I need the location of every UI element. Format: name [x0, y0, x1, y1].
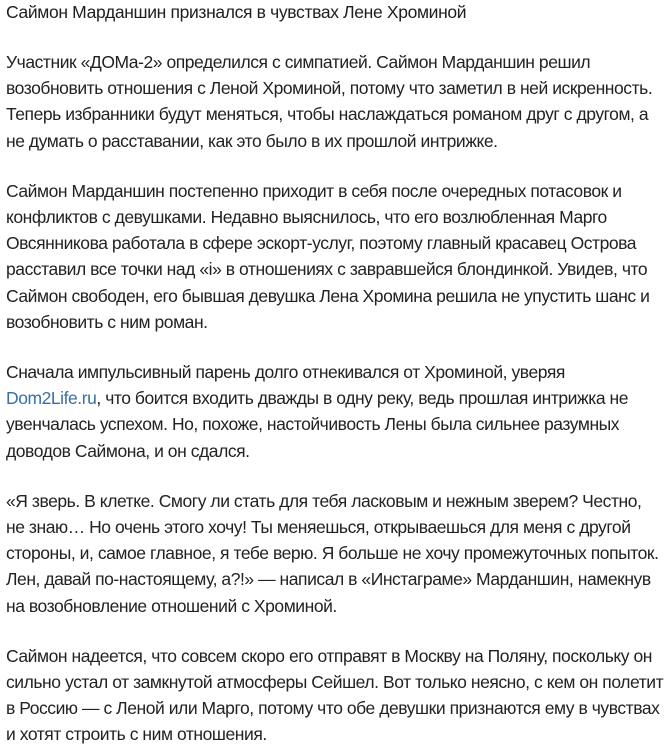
dom2life-link[interactable]: Dom2Life.ru	[6, 388, 97, 409]
article-paragraph-quote: «Я зверь. В клетке. Смогу ли стать для тебя ласковым и нежным зверем? Честно, не знаю… Но очень этого хочу! Ты меняешься, открываешься для меня с другой стороны, и, самое главное, я тебе верю. Я больше не хочу промежуточных попыток. Лен, давай по-настоящему, а?!» — написал в «Инстаграме» Марданшин, намекнув на возобновление отношений с Хроминой.	[6, 490, 659, 616]
paragraph-3-text-after-link: , что боится входить дважды в одну реку, ведь прошлая интрижка не увенчалась успехом. Но, похоже, настойчивость Лены была сильнее разумных доводов Саймона, и он сдался.	[6, 388, 629, 461]
article-paragraph-1: Участник «ДОМа-2» определился с симпатией. Саймон Марданшин решил возобновить отношения с Леной Хроминой, потому что заметил в ней искренность. Теперь избранники будут меняться, чтобы наслаждаться романом друг с другом, а не думать о расставании, как это было в их прошлой интрижке.	[6, 52, 653, 151]
paragraph-3-text-before-link: Сначала импульсивный парень долго отнекивался от Хроминой, уверяя	[6, 362, 565, 383]
article-paragraph-5: Саймон надеется, что совсем скоро его отправят в Москву на Поляну, поскольку он сильно устал от замкнутой атмосферы Сейшел. Вот только неясно, с кем он полетит в Россию — с Леной или Марго, потому что обе девушки признаются ему в чувствах и хотят строить с ним отношения.	[6, 645, 664, 745]
article-paragraph-2: Саймон Марданшин постепенно приходит в себя после очередных потасовок и конфликтов с девушками. Недавно выяснилось, что его возлюбленная Марго Овсянникова работала в сфере эскорт-услуг, поэтому главный красавец Острова расставил все точки над «i» в отношениях с завравшейся блондинкой. Увидев, что Саймон свободен, его бывшая девушка Лена Хромина решила не упустить шанс и возобновить с ним роман.	[6, 180, 650, 332]
article-title: Саймон Марданшин признался в чувствах Лене Хроминой	[6, 2, 467, 22]
article-paragraph-3	[6, 359, 664, 464]
